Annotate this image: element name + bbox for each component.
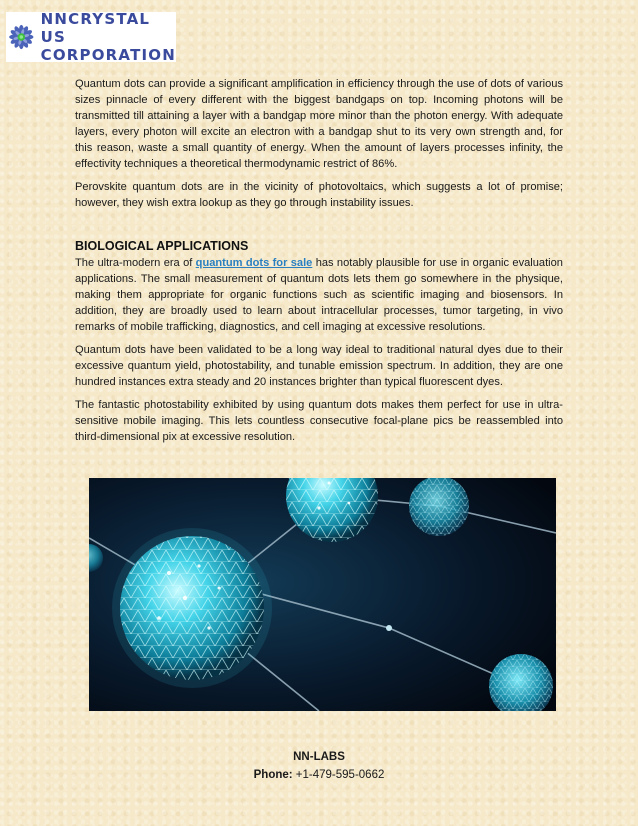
phone-label: Phone: [253, 769, 293, 781]
phone-number: +1-479-595-0662 [292, 769, 385, 781]
intro-paragraph-2: Perovskite quantum dots are in the vicinity of photovoltaics, which suggests a lot of promise; however, they wish extra lookup as they go through instability issues. [75, 181, 563, 209]
bio-paragraph-1-rest: has notably plausible for use in organic evaluation applications. The small measurement of quantum dots lets them go somewhere in the physique, making them appropriate for organic functions such as scientific imaging and biosensors. In addition, they are broadly used to learn about intracellular processes, tumor targeting, in vivo remarks of mobile trafficking, diagnostics, and cell imaging at excessive resolutions. [75, 257, 563, 333]
quantum-dot-illustration [89, 478, 556, 711]
footer-phone [0, 766, 638, 784]
logo-line-2: CORPORATION [40, 46, 176, 64]
page-footer [0, 748, 638, 784]
bio-paragraph-1 [75, 255, 563, 335]
company-logo [6, 12, 176, 62]
bio-paragraph-1-lead: The ultra-modern era of [75, 257, 196, 269]
bio-paragraph-3: The fantastic photostability exhibited by using quantum dots makes them perfect for use in ultra-sensitive mobile imaging. This lets countless consecutive focal-plane pics be reassembled into third-dimensional pix at excessive resolution. [75, 399, 563, 443]
article-body [75, 76, 563, 452]
logo-wordmark [41, 10, 176, 64]
quantum-dot-network-image [89, 478, 556, 711]
section-heading: BIOLOGICAL APPLICATIONS [75, 239, 249, 253]
footer-company: NN-LABS [293, 751, 345, 763]
flower-logo-icon [8, 14, 35, 60]
intro-paragraph-1: Quantum dots can provide a significant amplification in efficiency through the use of dots of various sizes pinnacle of every different with the biggest bandgaps on top. Incoming photons will be transmitted till attaining a layer with a bandgap more minor than the photon energy. With adequate layers, every photon will excite an electron with a bandgap shut to its very own strength and, for this reason, waste a small quantity of energy. When the amount of layers processes infinity, the effectivity techniques a theoretical thermodynamic restrict of 86%. [75, 78, 563, 170]
logo-line-1: NNCRYSTAL US [40, 10, 151, 46]
bio-paragraph-2: Quantum dots have been validated to be a long way ideal to traditional natural dyes due to their excessive quantum yield, photostability, and tunable emission spectrum. In addition, they are one hundred instances extra steady and 20 instances brighter than typical fluorescent dyes. [75, 344, 563, 388]
quantum-dots-link[interactable]: quantum dots for sale [195, 257, 313, 269]
